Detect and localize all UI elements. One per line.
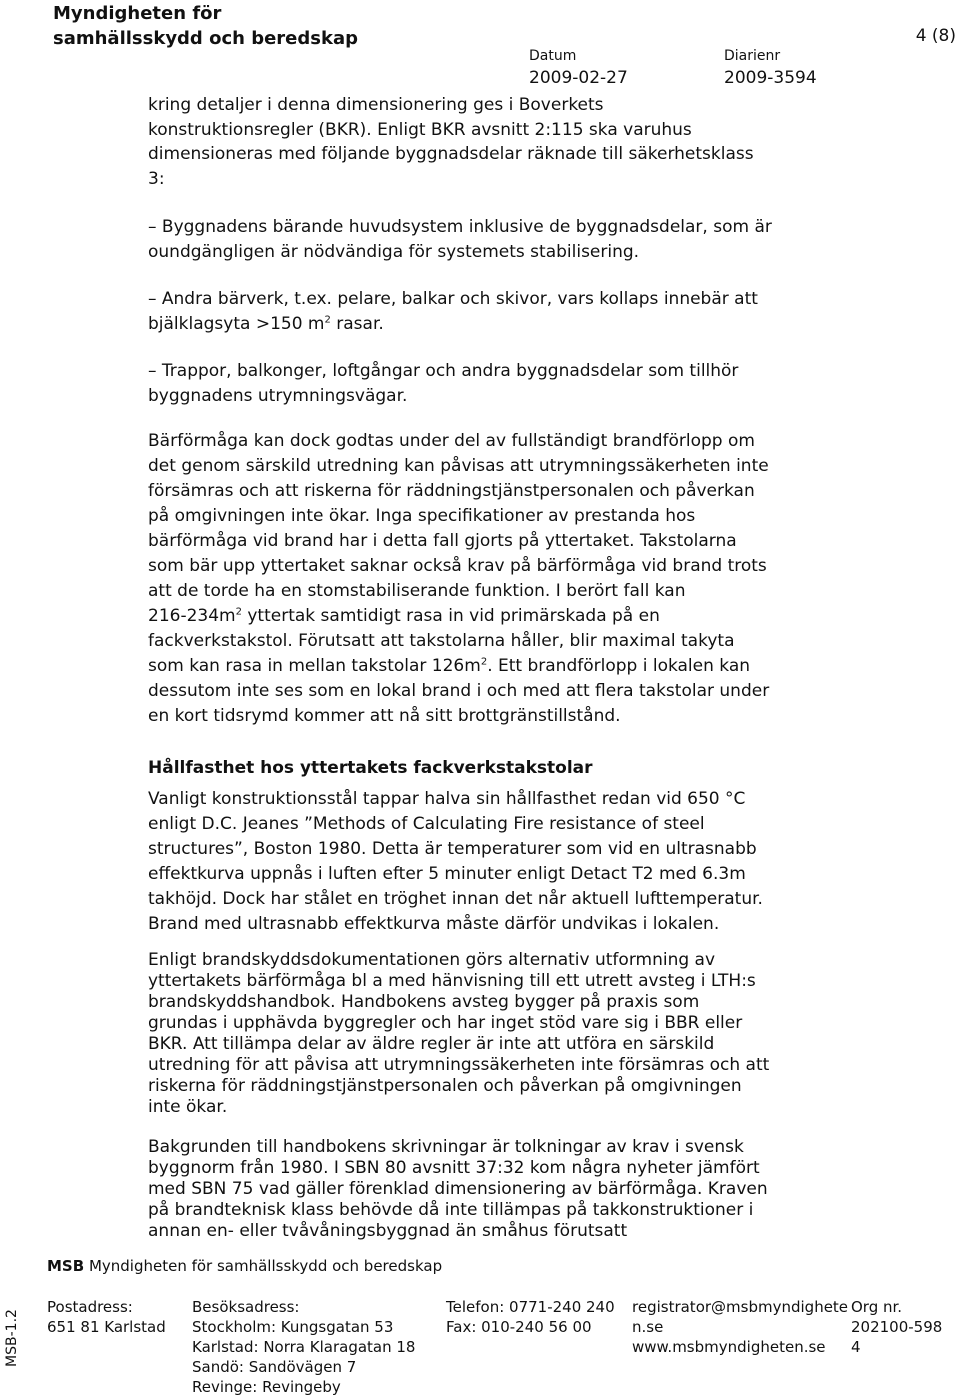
org-name	[53, 1, 358, 51]
diary-label: Diarienr	[724, 48, 781, 64]
text-line: enligt D.C. Jeanes ”Methods of Calculating Fire resistance of steel	[148, 814, 705, 834]
text-line: brandskyddshandbok. Handbokens avsteg bygger på praxis som	[148, 992, 700, 1012]
text-line: byggnorm från 1980. I SBN 80 avsnitt 37:32 kom några nyheter jämfört	[148, 1158, 760, 1178]
text-line: structures”, Boston 1980. Detta är temperaturer som vid en ultrasnabb	[148, 839, 757, 859]
text-line: dimensioneras med följande byggnadsdelar räknade till säkerhetsklass	[148, 144, 754, 164]
footer-brand-abbr: MSB	[47, 1257, 85, 1275]
text-line: – Andra bärverk, t.ex. pelare, balkar och skivor, vars kollaps innebär att	[148, 289, 758, 309]
text-line: på omgivningen inte ökar. Inga specifikationer av prestanda hos	[148, 506, 696, 526]
org-name-line1: Myndigheten för	[53, 3, 222, 24]
email-link-continued[interactable]: n.se	[632, 1318, 664, 1336]
page-number: 4 (8)	[915, 26, 956, 46]
document-code: MSB-1.2	[4, 1309, 20, 1367]
text-line: 3:	[148, 168, 165, 189]
bullet-item-2	[148, 287, 808, 336]
intro-paragraph	[148, 93, 808, 191]
text-line: oundgängligen är nödvändiga för systemets stabilisering.	[148, 241, 640, 262]
footer-brand	[47, 1257, 442, 1275]
org-name-line2: samhällsskydd och beredskap	[53, 28, 358, 49]
bullet-item-1	[148, 215, 808, 264]
paragraph-load-bearing	[148, 429, 808, 729]
paragraph-background	[148, 1137, 808, 1242]
paragraph-fire-documentation	[148, 950, 808, 1118]
text-line: det genom särskild utredning kan påvisas att utrymningssäkerheten inte	[148, 456, 769, 476]
text-line: takhöjd. Dock har stålet en tröghet innan det når aktuell lufttemperatur.	[148, 889, 763, 909]
text-line: yttertakets bärförmåga bl a med hänvisning till ett utrett avsteg i LTH:s	[148, 971, 756, 991]
diary-value: 2009-3594	[724, 68, 817, 88]
text-line: som kan rasa in mellan takstolar $126m^2$. Ett brandförlopp i lokalen kan	[148, 656, 751, 676]
fax-text: Fax: 010-240 56 00	[446, 1318, 592, 1336]
date-label: Datum	[529, 48, 577, 64]
text-line: Enligt brandskyddsdokumentationen görs alternativ utformning av	[148, 950, 716, 970]
org-number-value: 202100-598	[851, 1318, 943, 1336]
web-link[interactable]: www.msbmyndigheten.se	[632, 1338, 826, 1356]
footer-postal	[47, 1297, 166, 1337]
text-line: utredning för att påvisa att utrymningssäkerheten inte försämras och att	[148, 1055, 770, 1075]
visit-label: Besöksadress:	[192, 1298, 300, 1316]
text-line: $216-234m^2$ yttertak samtidigt rasa in vid primärskada på en	[148, 606, 660, 626]
visit-line: Stockholm: Kungsgatan 53	[192, 1318, 394, 1336]
postal-value: 651 81 Karlstad	[47, 1318, 166, 1336]
footer-contact	[446, 1297, 615, 1337]
text-line: fackverkstakstol. Förutsatt att takstolarna håller, blir maximal takyta	[148, 631, 735, 651]
text-line: effektkurva uppnås i luften efter 5 minuter enligt Detact T2 med 6.3m	[148, 864, 746, 884]
bullet-item-3	[148, 359, 808, 408]
date-value: 2009-02-27	[529, 68, 628, 88]
text-line: att de torde ha en stomstabiliserande funktion. I berört fall kan	[148, 581, 686, 601]
org-number-label: Org nr.	[851, 1298, 903, 1316]
text-line: konstruktionsregler (BKR). Enligt BKR avsnitt 2:115 ska varuhus	[148, 119, 692, 140]
footer-visit	[192, 1297, 415, 1397]
text-line: på brandteknisk klass behövde då inte tillämpas på takkonstruktioner i	[148, 1200, 754, 1220]
text-line: grundas i upphävda byggregler och har inget stöd vare sig i BBR eller	[148, 1013, 743, 1033]
text-line: Bärförmåga kan dock godtas under del av fullständigt brandförlopp om	[148, 431, 755, 451]
org-number-value-continued: 4	[851, 1338, 861, 1356]
text-line: annan en- eller tvåvåningsbyggnad än småhus förutsatt	[148, 1221, 628, 1241]
paragraph-steel-strength	[148, 787, 808, 937]
text-line: – Trappor, balkonger, loftgångar och andra byggnadsdelar som tillhör	[148, 361, 739, 381]
text-line: dessutom inte ses som en lokal brand i och med att flera takstolar under	[148, 681, 770, 701]
text-line: kring detaljer i denna dimensionering ges i Boverkets	[148, 95, 604, 115]
text-line: med SBN 75 vad gäller förenklad dimensionering av bärförmåga. Kraven	[148, 1179, 768, 1199]
text-line: Bakgrunden till handbokens skrivningar är tolkningar av krav i svensk	[148, 1137, 744, 1157]
section-heading: Hållfasthet hos yttertakets fackverkstakstolar	[148, 758, 593, 778]
text-line: Vanligt konstruktionsstål tappar halva sin hållfasthet redan vid 650 °C	[148, 789, 746, 809]
visit-line: Karlstad: Norra Klaragatan 18	[192, 1338, 416, 1356]
text-line: bärförmåga vid brand har i detta fall gjorts på yttertaket. Takstolarna	[148, 531, 737, 551]
phone-text: Telefon: 0771-240 240	[446, 1298, 615, 1316]
email-link[interactable]: registrator@msbmyndighete	[632, 1298, 849, 1316]
text-line: en kort tidsrymd kommer att nå sitt brottgränstillstånd.	[148, 706, 621, 726]
visit-line: Sandö: Sandövägen 7	[192, 1358, 357, 1376]
text-line: Brand med ultrasnabb effektkurva måste därför undvikas i lokalen.	[148, 914, 720, 934]
text-line: som bär upp yttertaket saknar också krav på bärförmåga vid brand trots	[148, 556, 767, 576]
text-line: bjälklagsyta >150 $m^2$ rasar.	[148, 313, 384, 334]
footer-org-number	[851, 1297, 942, 1357]
visit-line: Revinge: Revingeby	[192, 1378, 341, 1396]
text-line: riskerna för räddningstjänstpersonalen och påverkan på omgivningen	[148, 1076, 742, 1096]
text-line: försämras och att riskerna för räddningstjänstpersonalen och påverkan	[148, 481, 755, 501]
text-line: byggnadens utrymningsvägar.	[148, 385, 408, 406]
footer-brand-name: Myndigheten för samhällsskydd och beredskap	[84, 1257, 443, 1275]
footer-online	[632, 1297, 848, 1357]
text-line: BKR. Att tillämpa delar av äldre regler är inte att utföra en särskild	[148, 1034, 715, 1054]
text-line: inte ökar.	[148, 1097, 228, 1117]
postal-label: Postadress:	[47, 1298, 133, 1316]
text-line: – Byggnadens bärande huvudsystem inklusive de byggnadsdelar, som är	[148, 217, 772, 237]
